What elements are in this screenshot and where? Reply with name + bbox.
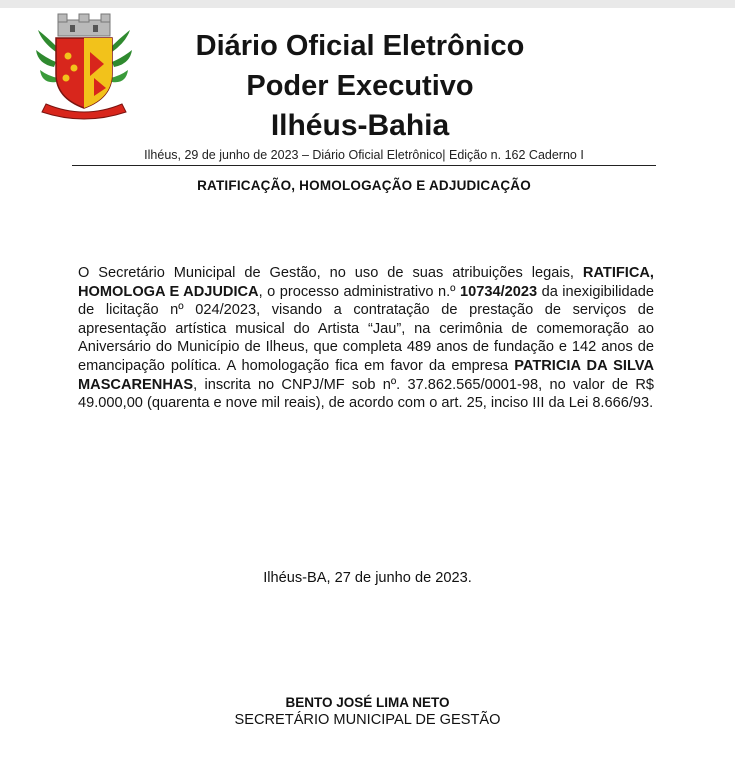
body-text-4: , inscrita no CNPJ/MF sob nº. 37.862.565/0001-98, no valor de R$ 49.000,00 (quarenta e nove mil reais), de acordo com o art. 25, inciso III da Lei 8.666/93.: [78, 376, 654, 412]
date-line: Ilhéus-BA, 27 de junho de 2023.: [263, 570, 472, 586]
signatory-name: BENTO JOSÉ LIMA NETO: [285, 695, 450, 710]
body-paragraph: [78, 264, 654, 413]
top-rule: [0, 0, 735, 8]
body-text-1: O Secretário Municipal de Gestão, no uso de suas atribuições legais,: [78, 265, 574, 281]
masthead-city: Ilhéus-Bahia: [270, 109, 450, 142]
edition-line: Ilhéus, 29 de junho de 2023 – Diário Oficial Eletrônico| Edição n. 162 Caderno I: [72, 148, 656, 166]
masthead: [130, 26, 590, 146]
masthead-subtitle: Poder Executivo: [246, 70, 474, 102]
section-title: RATIFICAÇÃO, HOMOLOGAÇÃO E ADJUDICAÇÃO: [197, 178, 531, 193]
signatory-role: SECRETÁRIO MUNICIPAL DE GESTÃO: [234, 712, 501, 728]
body-bold-ratifica: RATIFICA, HOMOLOGA E ADJUDICA: [78, 265, 654, 300]
body-bold-process-number: 10734/2023: [459, 283, 538, 300]
masthead-title: Diário Oficial Eletrônico: [195, 30, 525, 62]
body-bold-company: PATRICIA DA SILVA MASCARENHAS: [78, 357, 654, 393]
body-text-3: da inexigibilidade de licitação nº 024/2023, visando a contratação de prestação de serviços de apresentação artística musical do Artista “Jau”, na cerimônia de comemoração ao Aniversário do Município de Ilheus, que completa 489 anos de fundação e 142 anos de emancipação política. A homologação fica em favor da empresa: [78, 283, 654, 374]
coat-of-arms-icon: [34, 12, 134, 122]
body-text-2: , o processo administrativo n.º: [258, 283, 456, 300]
